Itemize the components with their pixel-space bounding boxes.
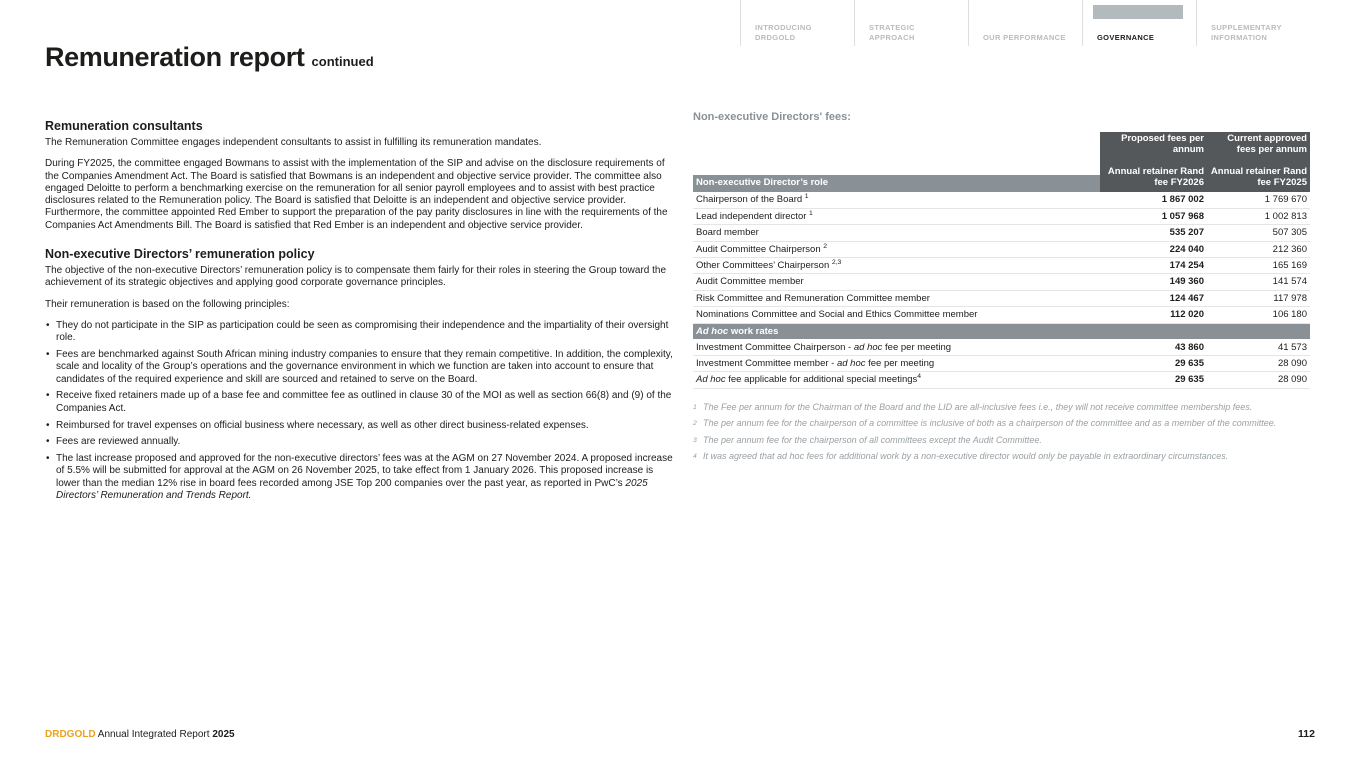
fee-fy2025: 1 769 670 [1207, 192, 1310, 208]
footnote-text: The per annum fee for the chairperson of all committees except the Audit Committee. [703, 434, 1042, 445]
role-cell: Risk Committee and Remuneration Committee member [693, 290, 1100, 306]
page-number: 112 [1298, 728, 1315, 740]
role-cell: Audit Committee member [693, 274, 1100, 290]
role-cell: Audit Committee Chairperson $^2$ [693, 241, 1100, 257]
col-header-role: Non-executive Director’s role [693, 159, 1100, 192]
col-header-fy2025: Annual retainer Rand fee FY2025 [1207, 159, 1310, 192]
tab-introducing-drdgold[interactable] [740, 0, 854, 46]
fees-table-caption: Non-executive Directors' fees: [693, 111, 851, 123]
table-row [693, 241, 1310, 257]
fee-fy2026: 224 040 [1100, 241, 1207, 257]
fee-fy2026: 29 635 [1100, 372, 1207, 388]
footnote [693, 418, 1310, 430]
tab-label: STRATEGIC APPROACH [869, 23, 915, 42]
footnotes [693, 402, 1310, 463]
page-title [45, 42, 374, 73]
table-row [693, 290, 1310, 306]
col-header-fy2026: Annual retainer Rand fee FY2026 [1100, 159, 1207, 192]
report-identifier [45, 729, 235, 740]
table-row [693, 208, 1310, 224]
tab-supplementary-information[interactable] [1196, 0, 1310, 46]
tab-label: INTRODUCING DRDGOLD [755, 23, 812, 42]
footnote [693, 402, 1310, 414]
fee-fy2025: 212 360 [1207, 241, 1310, 257]
table-row [693, 372, 1310, 388]
fee-fy2025: 117 978 [1207, 290, 1310, 306]
tab-label: GOVERNANCE [1097, 32, 1155, 42]
fee-fy2026: 174 254 [1100, 258, 1207, 274]
footnote [693, 435, 1310, 447]
tab-label: SUPPLEMENTARY INFORMATION [1211, 23, 1282, 42]
footnote-text: It was agreed that ad hoc fees for additional work by a non-executive director would only be payable in extraordinary circumstances. [703, 451, 1229, 462]
tab-our-performance[interactable] [968, 0, 1082, 46]
table-row [693, 339, 1310, 355]
fee-fy2025: 1 002 813 [1207, 208, 1310, 224]
table-section-row [693, 323, 1310, 339]
fee-fy2026: 1 867 002 [1100, 192, 1207, 208]
header-spacer [693, 132, 1100, 159]
page-title-text: Remuneration report [45, 42, 305, 72]
role-cell: Chairperson of the Board $^1$ [693, 192, 1100, 208]
fees-table-head [693, 132, 1310, 192]
col-header-proposed-fees: Proposed fees per annum [1100, 132, 1207, 159]
role-cell: Board member [693, 225, 1100, 241]
top-nav [740, 0, 1310, 46]
fees-table-body [693, 192, 1310, 388]
left-column [45, 119, 675, 507]
fee-fy2025: 28 090 [1207, 372, 1310, 388]
table-row [693, 192, 1310, 208]
paragraph-policy-1: The objective of the non-executive Directors’ remuneration policy is to compensate them fairly for their roles in steering the Group toward the achievement of its strategic objectives and applying good corporate governance principles. [45, 265, 667, 289]
right-column [693, 111, 1310, 468]
fee-fy2025: 106 180 [1207, 307, 1310, 323]
role-cell: Lead independent director $^1$ [693, 208, 1100, 224]
principle-item: • They do not participate in the SIP as participation could be seen as compromising their independence and the impartiality of their oversight role. [45, 320, 675, 345]
tab-strategic-approach[interactable] [854, 0, 968, 46]
footnote-number: 4 [693, 453, 697, 461]
fee-fy2026: 1 057 968 [1100, 208, 1207, 224]
principle-item: • Reimbursed for travel expenses on official business where necessary, as well as other direct business-related expenses. [45, 420, 675, 432]
paragraph-consultants-2: During FY2025, the committee engaged Bowmans to assist with the implementation of the SIP and advise on the disclosure requirements of the Companies Amendment Act. The Board is satisfied that Bowmans is an independent and objective service provider. The committee also engaged Deloitte to perform a benchmarking exercise on the remuneration for all senior payroll employees and to assist with best practice disclosures related to the Remuneration policy. The Board is satisfied that Deloitte is an independent and objective service provider. Furthermore, the committee appointed Red Ember to support the preparation of the pay parity disclosures in line with the requirements of the Companies Act Amendments Bill. The Board is satisfied that Red Ember is an independent and objective service provider. [45, 158, 668, 231]
report-year: 2025 [212, 729, 235, 740]
fee-fy2025: 141 574 [1207, 274, 1310, 290]
heading-remuneration-consultants: Remuneration consultants [45, 119, 203, 133]
footnote-number: 2 [693, 420, 697, 428]
fee-fy2026: 112 020 [1100, 307, 1207, 323]
fee-fy2025: 507 305 [1207, 225, 1310, 241]
role-cell: Other Committees’ Chairperson $^{2,3}$ [693, 258, 1100, 274]
table-sub-header-row [693, 159, 1310, 192]
fees-table [693, 132, 1310, 389]
fee-fy2026: 535 207 [1100, 225, 1207, 241]
brand-name: DRDGOLD [45, 729, 96, 740]
fee-fy2025: 28 090 [1207, 356, 1310, 372]
section-label: Ad hoc work rates [693, 323, 1310, 339]
fee-fy2025: 165 169 [1207, 258, 1310, 274]
table-group-header-row [693, 132, 1310, 159]
fee-fy2026: 124 467 [1100, 290, 1207, 306]
table-row [693, 258, 1310, 274]
page-title-continued: continued [311, 54, 374, 69]
role-cell: Nominations Committee and Social and Ethics Committee member [693, 307, 1100, 323]
paragraph-consultants-1: The Remuneration Committee engages independent consultants to assist in fulfilling its remuneration mandates. [45, 137, 542, 148]
footnote-number: 1 [693, 403, 697, 411]
role-cell: Ad hoc fee applicable for additional special meetings$^4$ [693, 372, 1100, 388]
table-row [693, 307, 1310, 323]
active-tab-indicator [1093, 5, 1183, 19]
fee-fy2026: 29 635 [1100, 356, 1207, 372]
tab-label: OUR PERFORMANCE [983, 32, 1066, 42]
paragraph-policy-2: Their remuneration is based on the following principles: [45, 298, 290, 310]
footnote [693, 451, 1310, 463]
principle-item: • The last increase proposed and approved for the non-executive directors’ fees was at the AGM on 27 November 2024. A proposed increase of 5.5% will be submitted for approval at the AGM on 26 November 2025, to take effect from 1 January 2026. This proposed increase is lower than the median 12% rise in board fees recorded among JSE Top 200 companies over the past year, as reported in PwC’s 2025 Directors’ Remuneration and Trends Report. [45, 453, 675, 502]
table-row [693, 225, 1310, 241]
role-cell: Investment Committee member - ad hoc fee per meeting [693, 356, 1100, 372]
principle-item: • Receive fixed retainers made up of a base fee and committee fee as outlined in clause 30 of the MOI as well as section 66(8) and (9) of the Companies Act. [45, 390, 675, 415]
footnote-text: The per annum fee for the chairperson of a committee is inclusive of both as a chairperson of the committee and as a member of the committee. [703, 418, 1277, 429]
table-row [693, 356, 1310, 372]
report-name: Annual Integrated Report [97, 729, 210, 740]
principle-item: • Fees are benchmarked against South African mining industry companies to ensure that they remain competitive. In addition, the complexity, scale and locality of the Group’s operations and the governance environment in which we function are taken into account to ensure that candidates of the required experience and skill are sourced and retained to serve on the Board. [45, 349, 675, 386]
role-cell: Investment Committee Chairperson - ad hoc fee per meeting [693, 339, 1100, 355]
footnote-number: 3 [693, 436, 697, 444]
principle-item: • Fees are reviewed annually. [45, 436, 675, 448]
fee-fy2026: 43 860 [1100, 339, 1207, 355]
principles-list [45, 320, 675, 502]
fee-fy2026: 149 360 [1100, 274, 1207, 290]
fee-fy2025: 41 573 [1207, 339, 1310, 355]
footnote-text: The Fee per annum for the Chairman of the Board and the LID are all-inclusive fees i.e., they will not receive committee membership fees. [703, 401, 1253, 412]
col-header-current-fees: Current approved fees per annum [1207, 132, 1310, 159]
page-footer [45, 728, 1315, 740]
table-row [693, 274, 1310, 290]
tab-governance[interactable] [1082, 0, 1196, 46]
heading-ned-remuneration-policy: Non-executive Directors’ remuneration policy [45, 247, 315, 262]
